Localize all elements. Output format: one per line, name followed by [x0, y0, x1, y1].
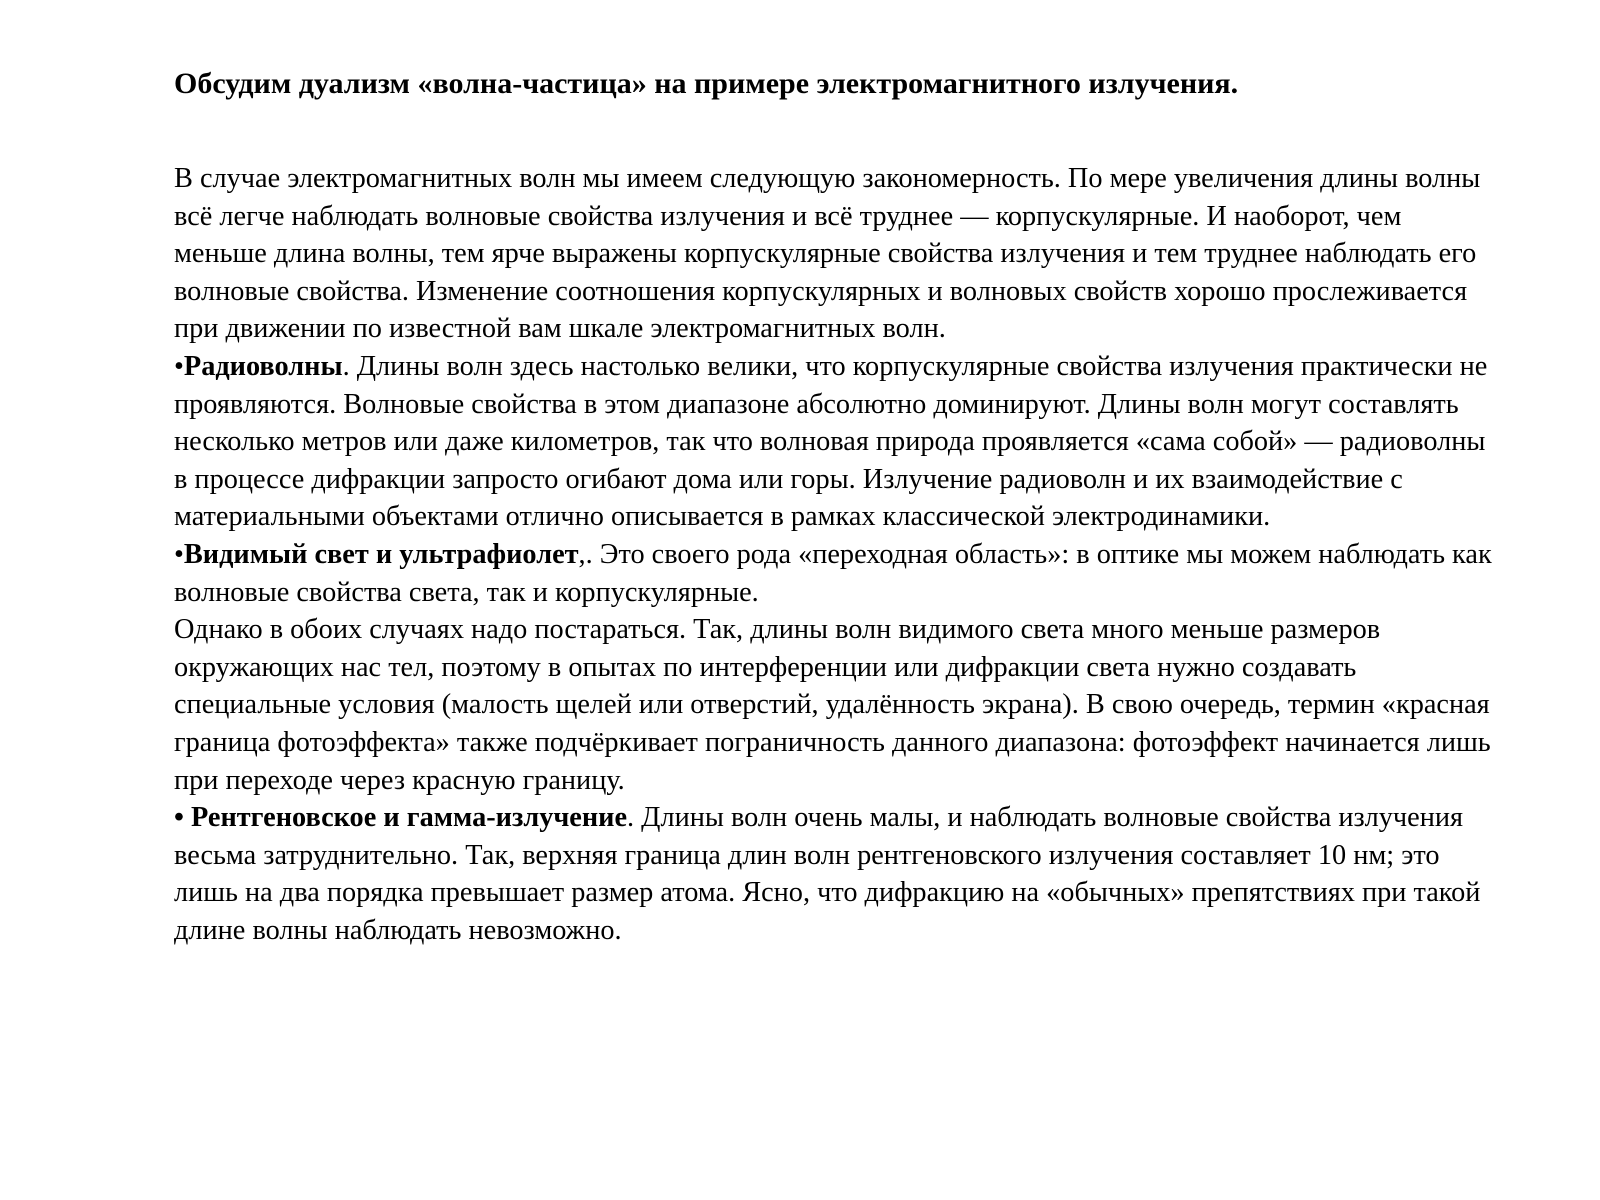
visible-light-term: Видимый свет и ультрафиолет — [183, 538, 579, 570]
radio-waves-term: Радиоволны — [183, 350, 343, 382]
bullet: • — [174, 802, 191, 834]
intro-paragraph: В случае электромагнитных волн мы имеем следующую закономерность. По мере увеличения длины волны всё легче наблюдать волновые свойства излучения и всё труднее — корпускулярные. И наоборот, чем меньше длина волны, тем ярче выражены корпускулярные свойства излучения и тем труднее наблюдать его волновые свойства. Изменение соотношения корпускулярных и волновых свойств хорошо прослеживается при движении по известной вам шкале электромагнитных волн. — [174, 163, 1481, 345]
visible-light-text: ,. Это своего рода «переходная область»: в оптике мы можем наблюдать как волновые свойства света, так и корпускулярные. — [174, 538, 1492, 608]
document-body — [174, 160, 1494, 949]
page-title: Обсудим дуализм «волна-частица» на примере электромагнитного излучения. — [174, 67, 1239, 100]
document-page — [174, 66, 1494, 949]
visible-light-paragraph — [174, 536, 1494, 611]
radio-waves-paragraph — [174, 348, 1494, 536]
bullet: • — [174, 350, 184, 382]
xray-gamma-term: Рентгеновское и гамма-излучение — [190, 802, 628, 834]
xray-gamma-paragraph — [174, 799, 1494, 949]
visible-light-continuation: Однако в обоих случаях надо постараться. Так, длины волн видимого света много меньше размеров окружающих нас тел, поэтому в опытах по интерференции или дифракции света нужно создавать специальные условия (малость щелей или отверстий, удалённость экрана). В свою очередь, термин «красная граница фотоэффекта» также подчёркивает пограничность данного диапазона: фотоэффект начинается лишь при переходе через красную границу. — [174, 614, 1491, 796]
xray-gamma-text: . Длины волн очень малы, и наблюдать волновые свойства излучения весьма затруднительно. Так, верхняя граница длин волн рентгеновского излучения составляет 10 нм; это лишь на два порядка превышает размер атома. Ясно, что дифракцию на «обычных» препятствиях при такой длине волны наблюдать невозможно. — [174, 802, 1481, 946]
radio-waves-text: . Длины волн здесь настолько велики, что корпускулярные свойства излучения практически не проявляются. Волновые свойства в этом диапазоне абсолютно доминируют. Длины волн могут составлять несколько метров или даже километров, так что волновая природа проявляется «сама собой» — радиоволны в процессе дифракции запросто огибают дома или горы. Излучение радиоволн и их взаимодействие с материальными объектами отлично описывается в рамках классической электродинамики. — [174, 350, 1488, 533]
bullet: • — [174, 538, 184, 570]
